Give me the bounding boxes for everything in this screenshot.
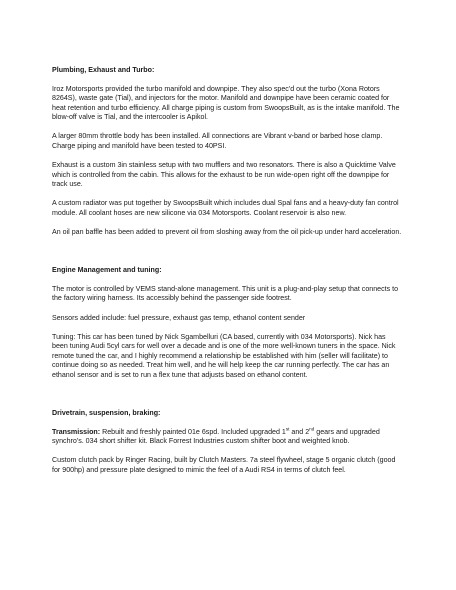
ordinal-suffix: nd [309,426,315,432]
transmission-paragraph [52,428,402,447]
transmission-label: Transmission: [52,427,101,436]
section-heading: Engine Management and tuning: [52,266,162,275]
section-engine-management [52,266,402,380]
transmission-text: Rebuilt and freshly painted 01e 6spd. Included upgraded 1 [100,427,286,436]
transmission-text: gears and upgraded synchro's. 034 short shifter kit. Black Forrest Industries custom shifter boot and weighted knob. [52,427,380,446]
ordinal-suffix: st [285,426,290,432]
paragraph: The motor is controlled by VEMS stand-alone management. This unit is a plug-and-play setup that connects to the factory wiring harness. Its accessibly behind the passenger side footrest. [52,284,399,303]
paragraph: A larger 80mm throttle body has been installed. All connections are Vibrant v-band or barbed hose clamp. Charge piping and manifold have been tested to 40PSI. [52,132,383,151]
paragraph: A custom radiator was put together by SwoopsBuilt which includes dual Spal fans and a heavy-duty fan control module. All coolant hoses are new silicone via 034 Motorsports. Coolant reservoir is also new. [52,199,399,218]
paragraph: Custom clutch pack by Ringer Racing, built by Clutch Masters. 7a steel flywheel, stage 5 organic clutch (good for 900hp) and pressure plate designed to mimic the feel of a Audi RS4 in terms of clutch feel. [52,456,396,474]
section-gap [52,247,402,266]
section-gap [52,390,402,409]
paragraph: Tuning: This car has been tuned by Nick Sgambelluri (CA based, currently with 034 Motorsports). Nick has been tuning Audi 5cyl cars for well over a decade and is one of the more well-known tuners in the space. Nick remote tuned the car, and I highly recommend a relationship be established with him (seller will facilitate) to continue doing so as needed. Treat him well, and he will help keep the car running perfectly. The car has an ethanol sensor and is set to run a flex tune that adjusts based on ethanol content. [52,332,396,379]
paragraph: Iroz Motorsports provided the turbo manifold and downpipe. They also spec'd out the turbo (Xona Rotors 8264S), waste gate (Tial), and injectors for the motor. Manifold and downpipe have been ceramic coated for heat retention and turbo efficiency. All charge piping is custom from SwoopsBuilt, as is the intake manifold. The blow-off valve is Tial, and the intercooler is Apikol. [52,84,400,122]
paragraph: Sensors added include: fuel pressure, exhaust gas temp, ethanol content sender [52,313,306,322]
section-heading: Plumbing, Exhaust and Turbo: [52,66,155,74]
section-drivetrain [52,409,402,475]
transmission-text: and 2 [289,427,310,436]
document-page [52,66,402,485]
paragraph: An oil pan baffle has been added to prevent oil from sloshing away from the oil pick-up under hard acceleration. [52,228,402,237]
section-plumbing-exhaust-turbo [52,66,402,238]
paragraph: Exhaust is a custom 3in stainless setup with two mufflers and two resonators. There is also a Quicktime Valve which is controlled from the cabin. This allows for the exhaust to be run wide-open right off the downpipe for track use. [52,161,396,189]
section-heading: Drivetrain, suspension, braking: [52,409,161,418]
